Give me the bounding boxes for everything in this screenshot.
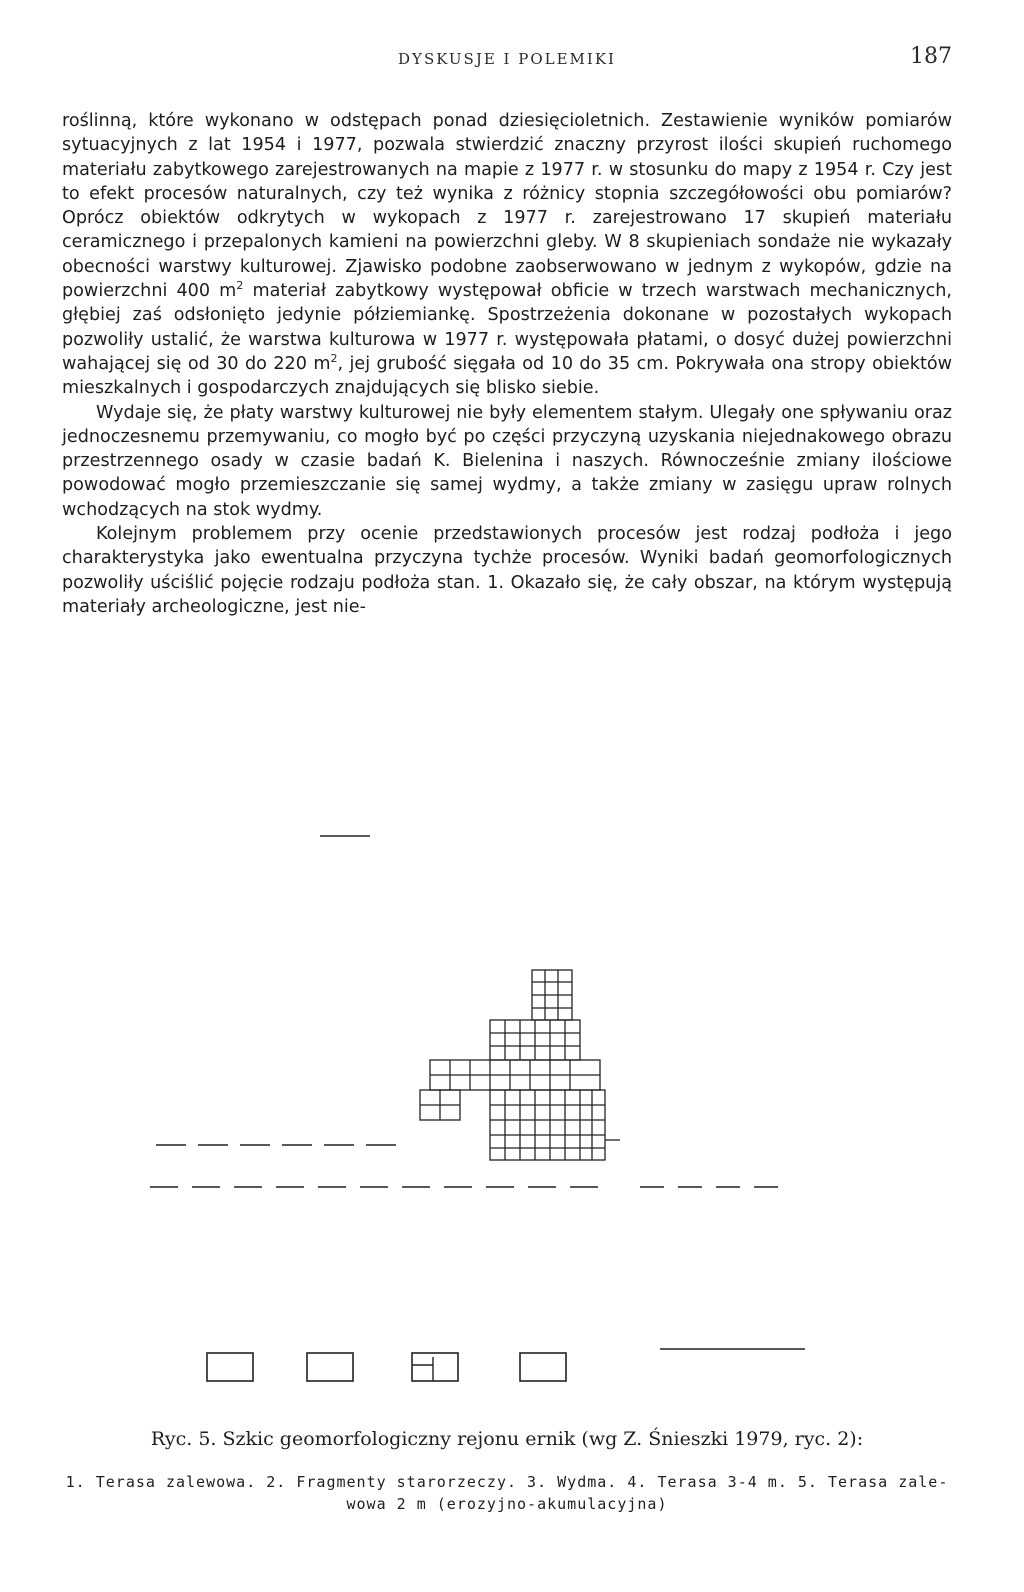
paragraph-1-part-c: , jej grubość sięgała od 10 do 35 cm. Pokrywała ona stropy obiektów mieszkalnych i gospodarczych znajdujących się blisko siebie. [62,353,952,399]
geomorphological-sketch [140,820,840,1220]
body-text [62,109,952,619]
page-number: 187 [910,44,952,69]
legend-box-1 [207,1353,253,1381]
running-head: DYSKUSJE I POLEMIKI [398,50,616,68]
page-header [62,44,952,84]
superscript: 2 [330,352,338,366]
paragraph-1-part-b: materiał zabytkowy występował obficie w trzech warstwach mechanicznych, głębiej zaś odsłonięto jedynie półziemiankę. Spostrzeżenia dokonane w pozostałych wykopach pozwoliły ustalić, że warstwa kulturowa w 1977 r. występowała płatami, o dosyć dużej powierzchni wahającej się od 30 do 220 m [62,281,952,374]
figure-caption: Ryc. 5. Szkic geomorfologiczny rejonu ernik (wg Z. Śnieszki 1979, ryc. 2): [150,1428,864,1450]
legend-box-4 [520,1353,566,1381]
legend-boxes [205,1345,805,1385]
paragraph-1 [62,109,952,401]
legend-box-2 [307,1353,353,1381]
legend-box-3 [412,1353,458,1381]
paragraph-1-part-a: roślinną, które wykonano w odstępach ponad dziesięcioletnich. Zestawienie wyników pomiarów sytuacyjnych z lat 1954 i 1977, pozwala stwierdzić znaczny przyrost ilości skupień ruchomego materiału zabytkowego zarejestrowanych na mapie z 1977 r. w stosunku do mapy z 1954 r. Czy jest to efekt procesów naturalnych, czy też wynika z różnicy stopnia szczegółowości obu pomiarów? Oprócz obiektów odkrytych w wykopach z 1977 r. zarejestrowano 17 skupień materiału ceramicznego i przepalonych kamieni na powierzchni gleby. W 8 skupieniach sondaże nie wykazały obecności warstwy kulturowej. Zjawisko podobne zaobserwowano w jednym z wykopów, gdzie na powierzchni 400 m [62,111,952,302]
paragraph-3: Kolejnym problemem przy ocenie przedstawionych procesów jest rodzaj podłoża i jego charakterystyka jako ewentualna przyczyna tychże procesów. Wyniki badań geomorfologicznych pozwoliły uściślić pojęcie rodzaju podłoża stan. 1. Okazało się, że cały obszar, na którym występują materiały archeologiczne, jest nie- [62,524,952,617]
legend-text-line-2: wowa 2 m (erozyjno-akumulacyjna) [346,1495,668,1513]
legend-text-line-1: 1. Terasa zalewowa. 2. Fragmenty starorzeczy. 3. Wydma. 4. Terasa 3-4 m. 5. Terasa zale- [65,1473,949,1491]
superscript: 2 [236,279,244,293]
excavation-grid [420,970,620,1160]
figure-legend-text [62,1471,952,1515]
paragraph-2: Wydaje się, że płaty warstwy kulturowej nie były elementem stałym. Ulegały one spływaniu oraz jednoczesnemu przemywaniu, co mogło być po części przyczyną uzyskania niejednakowego obrazu przestrzennego osady w czasie badań K. Bielenina i naszych. Równocześnie zmiany ilościowe powodować mogło przemieszczanie się samej wydmy, a także zmiany w zasięgu upraw rolnych wchodzących na stok wydmy. [62,402,952,520]
